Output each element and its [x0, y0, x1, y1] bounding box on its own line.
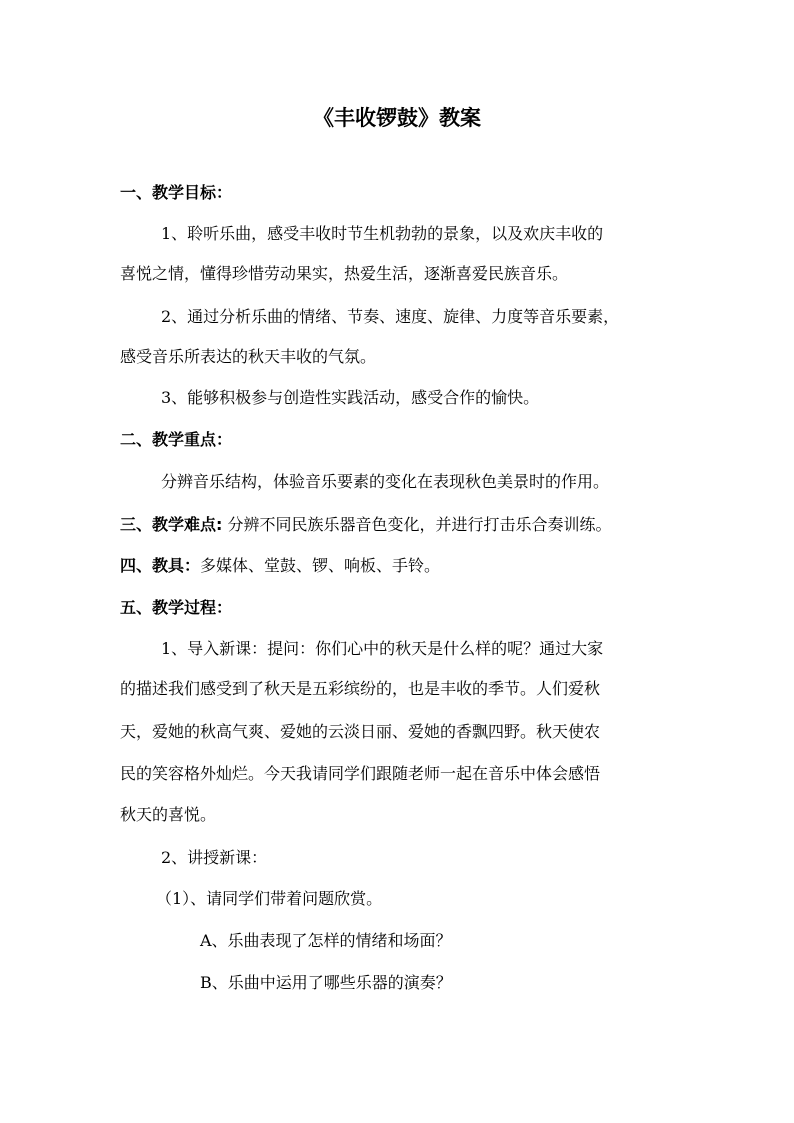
paragraph-line: 1、聆听乐曲，感受丰收时节生机勃勃的景象，以及欢庆丰收的: [161, 224, 604, 243]
section-heading-process: 五、教学过程：: [120, 598, 233, 617]
paragraph-line: 的描述我们感受到了秋天是五彩缤纷的，也是丰收的季节。人们爱秋: [120, 679, 601, 698]
paragraph-line: 天，爱她的秋高气爽、爱她的云淡日丽、爱她的香飘四野。秋天使农: [120, 722, 601, 741]
section-heading-teaching-aids: 四、教具：: [120, 556, 201, 575]
paragraph-line: 秋天的喜悦。: [120, 805, 217, 824]
section-text: 分辨不同民族乐器音色变化，并进行打击乐合奏训练。: [227, 515, 612, 534]
paragraph-line: 2、通过分析乐曲的情绪、节奏、速度、旋律、力度等音乐要素，: [161, 307, 620, 326]
paragraph-line: 1、导入新课：提问：你们心中的秋天是什么样的呢？通过大家: [161, 639, 604, 658]
section-text: 多媒体、堂鼓、锣、响板、手铃。: [200, 556, 441, 575]
section-difficulties: 三、教学难点: 分辨不同民族乐器音色变化，并进行打击乐合奏训练。: [120, 515, 612, 534]
paragraph-line: 民的笑容格外灿烂。今天我请同学们跟随老师一起在音乐中体会感悟: [120, 764, 601, 783]
document-title: 《丰收锣鼓》教案: [313, 106, 481, 130]
paragraph-line: 2、讲授新课：: [161, 848, 268, 867]
section-heading-difficulties: 三、教学难点: [120, 515, 217, 534]
question-line: B、乐曲中运用了哪些乐器的演奏？: [200, 973, 452, 992]
section-teaching-aids: [120, 554, 690, 578]
section-heading-key-points: 二、教学重点：: [120, 430, 233, 449]
paragraph-line: 分辨音乐结构，体验音乐要素的变化在表现秋色美景时的作用。: [161, 472, 610, 491]
question-line: A、乐曲表现了怎样的情绪和场面？: [200, 931, 452, 950]
paragraph-line: （1）、请同学们带着问题欣赏。: [156, 889, 383, 908]
section-heading-objectives: 一、教学目标：: [120, 183, 233, 202]
paragraph-line: 3、能够积极参与创造性实践活动，感受合作的愉快。: [161, 388, 540, 407]
paragraph-line: 感受音乐所表达的秋天丰收的气氛。: [120, 347, 377, 366]
paragraph-line: 喜悦之情，懂得珍惜劳动果实，热爱生活，逐渐喜爱民族音乐。: [120, 264, 569, 283]
